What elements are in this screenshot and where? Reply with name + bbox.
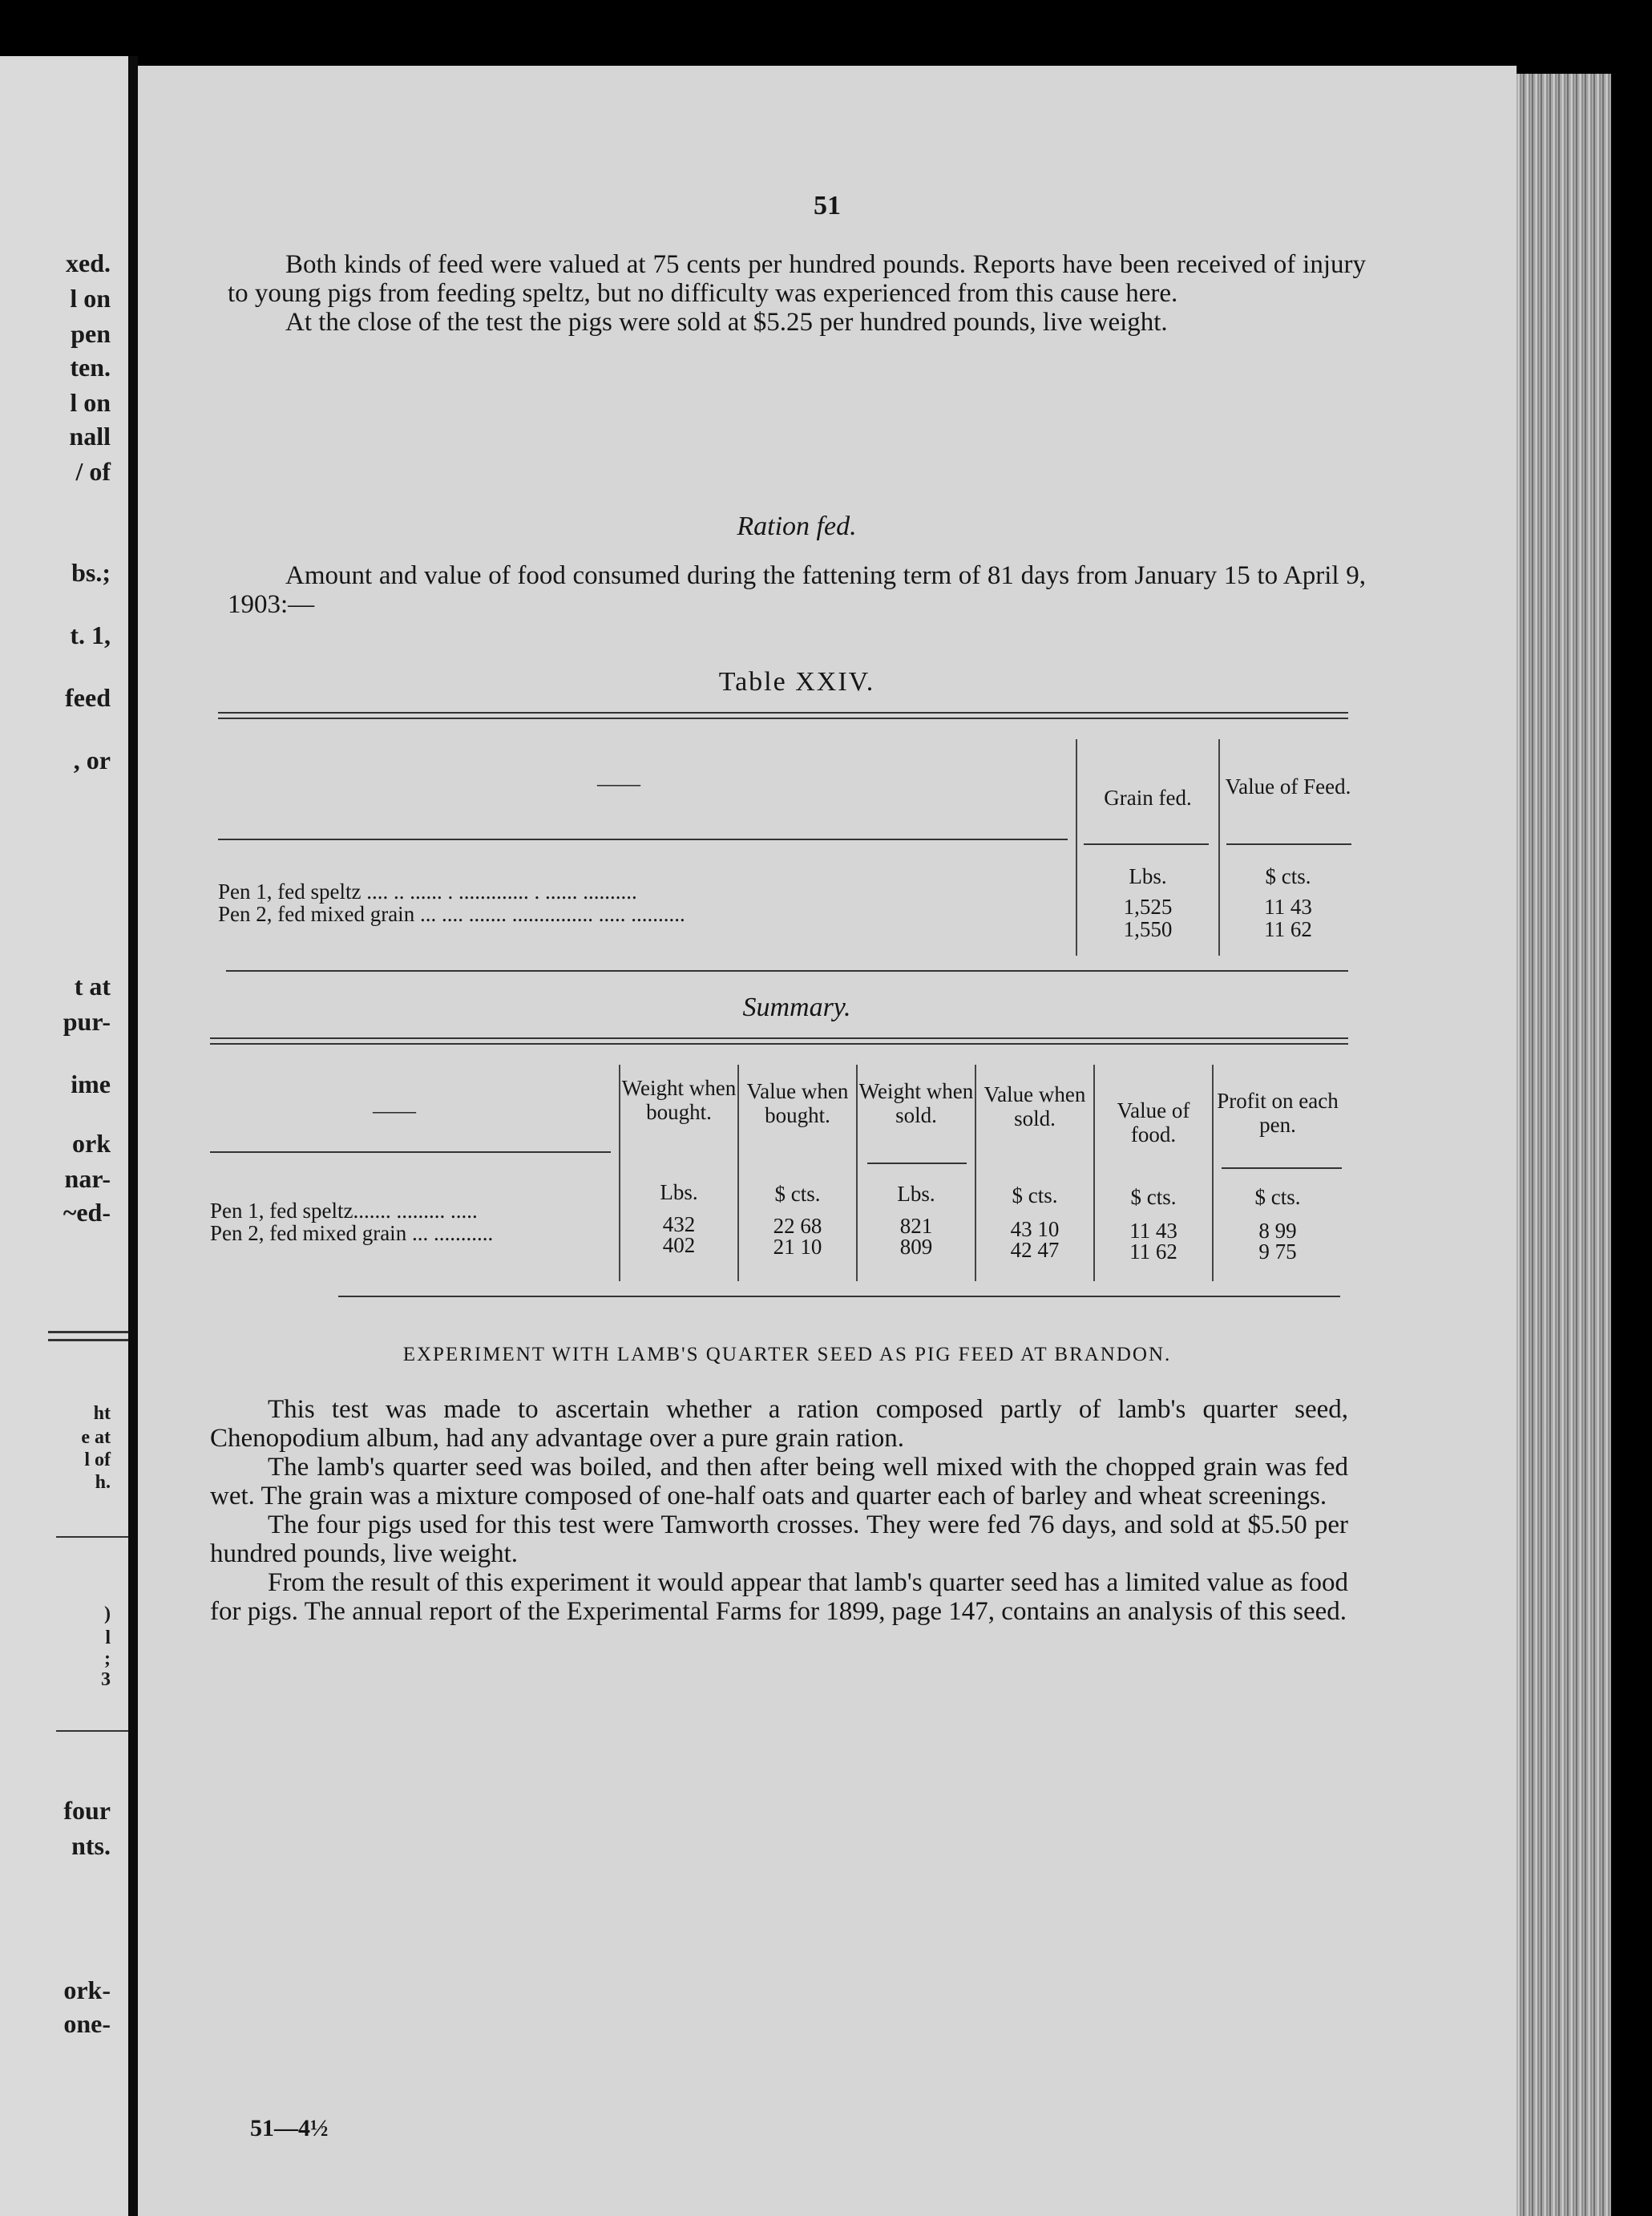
stub-rule (218, 839, 1068, 840)
unit-cell: $ cts. (1254, 1185, 1301, 1209)
left-fragment: ht (93, 1403, 111, 1424)
header-rule (1222, 1167, 1342, 1169)
main-page (138, 66, 1517, 2216)
summary-heading: Summary. (742, 993, 851, 1022)
left-rule (48, 1331, 128, 1333)
unit-cell: Lbs. (660, 1180, 698, 1204)
summary-table (210, 1033, 1492, 1305)
left-rule (56, 1730, 128, 1732)
table-cell: 21 10 (773, 1235, 822, 1259)
left-fragment: ime (71, 1070, 111, 1098)
page-number: 51 (814, 191, 841, 220)
left-fragment: l (105, 1628, 111, 1648)
column-header: Value of food. (1117, 1098, 1190, 1146)
header-rule (1226, 843, 1351, 845)
table-cell: 1,525 (1123, 895, 1173, 919)
left-rule (48, 1339, 128, 1341)
unit-cell: $ cts. (1130, 1185, 1177, 1209)
paragraph: Amount and value of food consumed during the fattening term of 81 days from January 15 to April 9, 1903:— (228, 561, 1366, 619)
paragraph: Both kinds of feed were valued at 75 cents per hundred pounds. Reports have been received of injury to young pigs from feeding speltz, but no difficulty was experienced from this cause here. (228, 250, 1366, 308)
table-cell: 9 75 (1258, 1239, 1297, 1264)
stub-rule (210, 1151, 611, 1153)
row-label: Pen 2, fed mixed grain ... .... ....... ............... ..... .......... (218, 902, 685, 926)
left-fragment: ) (104, 1603, 111, 1624)
experiment-heading: EXPERIMENT WITH LAMB'S QUARTER SEED AS PIG FEED AT BRANDON. (402, 1344, 1172, 1365)
left-fragment: nar- (64, 1164, 111, 1193)
left-fragment: feed (65, 683, 111, 712)
table-cell: 8 99 (1258, 1219, 1297, 1243)
unit-cell: $ cts. (1265, 864, 1311, 888)
table-cell: 821 (899, 1214, 933, 1238)
table-cell: 809 (899, 1235, 933, 1259)
unit-cell: $ cts. (1012, 1183, 1058, 1207)
header-rule (1084, 843, 1209, 845)
table-cell: 22 68 (773, 1214, 822, 1238)
table-cell: 11 43 (1129, 1219, 1177, 1243)
left-fragment: nts. (71, 1831, 111, 1860)
table-cell: 43 10 (1010, 1217, 1060, 1241)
unit-cell: Lbs. (897, 1182, 935, 1206)
left-fragment: e at (81, 1427, 111, 1448)
row-label: Pen 2, fed mixed grain ... ........... (210, 1221, 494, 1245)
table-bottom-rule (338, 1296, 1340, 1297)
table-title: Table XXIV. (718, 667, 875, 697)
left-facing-page (0, 56, 128, 2216)
table-top-rule (218, 712, 1348, 714)
table-cell: 11 62 (1264, 917, 1312, 941)
left-fragment: h. (95, 1472, 111, 1493)
column-header: Value when bought. (746, 1079, 849, 1127)
unit-cell: $ cts. (774, 1182, 821, 1206)
table-cell: 432 (662, 1212, 696, 1236)
stub-header: —— (373, 1098, 416, 1122)
stub-header: —— (597, 771, 640, 795)
row-label: Pen 1, fed speltz....... ......... ..... (210, 1199, 478, 1223)
paragraph: At the close of the test the pigs were sold at $5.25 per hundred pounds, live weight. (285, 308, 1168, 337)
left-fragment: t. 1, (70, 621, 111, 649)
left-rule (56, 1536, 128, 1538)
ration-heading: Ration fed. (737, 512, 857, 541)
table-xxiv (218, 707, 1501, 980)
footer-signature: 51—4½ (250, 2115, 329, 2141)
left-fragment: 3 (101, 1669, 111, 1690)
page-edges (1517, 74, 1611, 2216)
column-header: Weight when bought. (621, 1076, 737, 1124)
left-fragment: l on (70, 284, 111, 313)
intro-section (228, 250, 1366, 337)
table-top-rule (210, 1037, 1348, 1039)
left-fragment: l on (70, 388, 111, 417)
paragraph: The four pigs used for this test were Tamworth crosses. They were fed 76 days, and sold at $5.50 per hundred pounds, live weight. (210, 1510, 1348, 1568)
left-fragment: , or (73, 746, 111, 774)
left-fragment: ; (104, 1648, 111, 1669)
unit-cell: Lbs. (1129, 864, 1167, 888)
experiment-section (210, 1395, 1348, 1626)
paragraph: This test was made to ascertain whether a ration composed partly of lamb's quarter seed, Chenopodium album, had any advantage over a pure grain ration. (210, 1395, 1348, 1453)
left-fragment: / of (75, 457, 111, 486)
left-fragment: four (63, 1796, 111, 1825)
paragraph: The lamb's quarter seed was boiled, and then after being well mixed with the chopped grain was fed wet. The grain was a mixture composed of one-half oats and quarter each of barley and wheat screenings. (210, 1453, 1348, 1510)
left-fragment: nall (69, 422, 111, 451)
row-label: Pen 1, fed speltz .... .. ...... . ............. . ...... .......... (218, 880, 637, 904)
table-cell: 1,550 (1123, 917, 1173, 941)
column-header: Weight when sold. (858, 1079, 974, 1127)
left-fragment: ork (72, 1129, 111, 1158)
left-fragment: bs.; (71, 558, 111, 587)
left-fragment: ork- (63, 1975, 111, 2004)
left-fragment: ten. (70, 353, 111, 382)
book-gutter (128, 56, 138, 2216)
table-cell: 42 47 (1010, 1238, 1060, 1262)
left-fragment: t at (74, 972, 111, 1001)
paragraph: From the result of this experiment it would appear that lamb's quarter seed has a limited value as food for pigs. The annual report of the Experimental Farms for 1899, page 147, contains an analysis of this seed. (210, 1568, 1348, 1626)
column-header: Value of Feed. (1225, 774, 1351, 799)
table-cell: 11 43 (1264, 895, 1312, 919)
left-fragment: pur- (63, 1007, 111, 1036)
left-fragment: xed. (66, 249, 111, 277)
column-header: Profit on each pen. (1217, 1089, 1339, 1137)
table-bottom-rule (226, 970, 1348, 972)
left-fragment: ~ed- (63, 1198, 111, 1227)
left-fragment: one- (63, 2009, 111, 2038)
column-header: Value when sold. (984, 1082, 1086, 1130)
ration-intro-section (228, 561, 1366, 619)
header-rule (867, 1163, 967, 1164)
left-fragment: pen (71, 319, 111, 348)
table-cell: 11 62 (1129, 1239, 1177, 1264)
left-fragment: l of (84, 1450, 111, 1470)
table-cell: 402 (662, 1233, 696, 1257)
column-header: Grain fed. (1104, 786, 1192, 810)
